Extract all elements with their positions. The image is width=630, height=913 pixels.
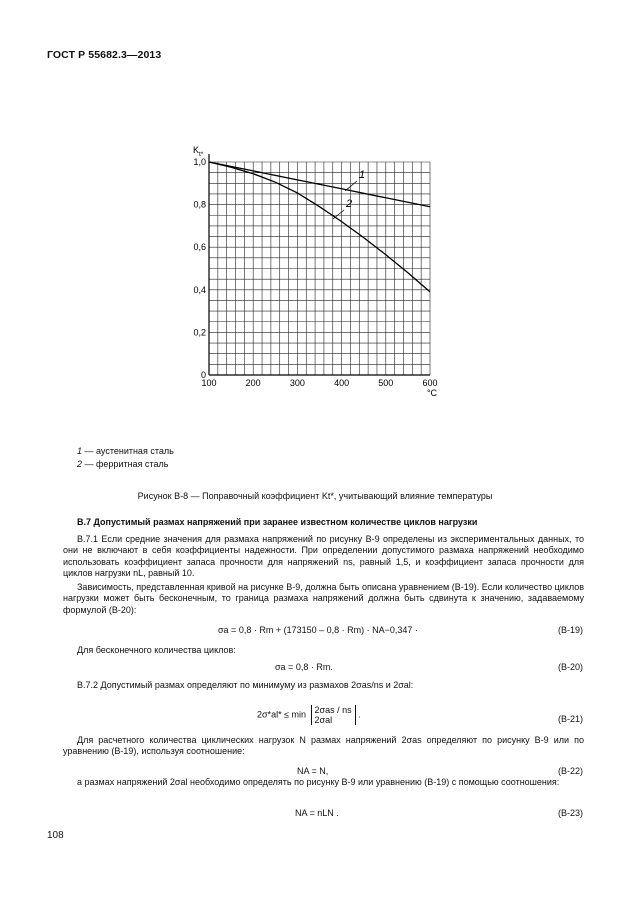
y-tick-label: 1,0	[193, 157, 206, 167]
y-tick-label: 0	[200, 370, 206, 380]
formula-b21-lhs: 2σ*al* ≤ min	[257, 709, 307, 720]
formula-b21-end: .	[358, 709, 361, 720]
y-axis-label-sub: t*	[199, 151, 204, 158]
paragraph-infinite: Для бесконечного количества циклов:	[77, 645, 236, 655]
paragraph-b71: В.7.1 Если средние значения для размаха напряжений по рисунку В-9 определены из экспериментальных данных, то они не включают в себя коэффициенты надежности. При определении допустимого размаха напряжений необходимо использовать коэффициент запаса прочности для напряжений ns, равный 1,5, и коэффициент запаса прочности для циклов нагрузки nL, равный 10.	[63, 534, 584, 579]
series-label-2: 2	[346, 198, 353, 210]
formula-b21-number: (В-21)	[557, 714, 583, 724]
formula-b22: NA = N,	[297, 766, 329, 776]
document-header: ГОСТ Р 55682.3—2013	[47, 49, 162, 61]
paragraph-range-al: а размах напряжений 2σal необходимо определять по рисунку В-9 или уравнению (В-19) с помощью соотношения:	[77, 777, 560, 787]
legend-item-1-text: — аустенитная сталь	[82, 446, 174, 456]
paragraph-dependence: Зависимость, представленная кривой на рисунке В-9, должна быть описана уравнением (В-19). Если количество циклов нагрузки может быть бесконечным, то граница размаха напряжений должна быть сдвинута к значению, задаваемому формулой (В-20):	[63, 582, 584, 615]
formula-b23-number: (В-23)	[557, 808, 583, 818]
series-label-1: 1	[359, 169, 366, 181]
x-tick-label: 200	[245, 378, 261, 388]
paragraph-b72: В.7.2 Допустимый размах определяют по минимуму из размахов 2σas/ns и 2σal:	[77, 680, 414, 690]
x-tick-label: 100	[201, 378, 217, 388]
section-title: В.7 Допустимый размах напряжений при заранее известном количестве циклов нагрузки	[77, 517, 478, 527]
legend-item-1-num: 1	[77, 446, 83, 456]
y-tick-label: 0,8	[193, 199, 206, 210]
series-leader-2	[333, 210, 344, 219]
series-line-1	[209, 162, 430, 207]
x-axis-unit: °C	[426, 388, 438, 398]
x-tick-label: 600	[422, 378, 438, 388]
formula-b21-top: 2σas / ns	[314, 705, 352, 715]
series-line-2	[209, 162, 430, 292]
formula-b21-bottom: 2σal	[314, 715, 333, 725]
y-tick-label: 0,2	[193, 327, 206, 338]
formula-b19-number: (В-19)	[557, 625, 583, 635]
formula-b21	[257, 705, 361, 725]
formula-b22-number: (В-22)	[557, 766, 583, 776]
paragraph-design-cycles: Для расчетного количества циклических нагрузок N размах напряжений 2σas определяют по рисунку В-9 или по уравнению (В-19), используя соотношение:	[63, 735, 584, 757]
x-tick-label: 300	[289, 378, 305, 388]
x-tick-label: 400	[334, 378, 350, 388]
y-tick-label: 0,4	[193, 284, 206, 295]
series-leader-1	[345, 181, 357, 191]
temperature-correction-chart	[0, 0, 630, 420]
y-axis-label: K	[193, 145, 200, 155]
x-tick-label: 500	[378, 378, 394, 388]
legend-item-2	[77, 459, 168, 469]
formula-b21-set	[311, 705, 356, 725]
chart-grid	[209, 162, 430, 375]
chart-series	[209, 162, 430, 292]
formula-b19: σa = 0,8 · Rm + (173150 – 0,8 · Rm) · NA−0,347 ·	[218, 625, 418, 635]
legend-item-2-num: 2	[77, 459, 83, 469]
formula-b23: NA = nLN .	[295, 808, 339, 818]
page-number: 108	[47, 830, 64, 841]
y-tick-label: 0,6	[193, 242, 206, 253]
figure-caption: Рисунок В-8 — Поправочный коэффициент Kt*, учитывающий влияние температуры	[137, 491, 493, 501]
legend-item-1	[77, 446, 174, 456]
formula-b20-number: (В-20)	[557, 662, 583, 672]
formula-b20: σa = 0,8 · Rm.	[275, 662, 333, 672]
legend-item-2-text: — ферритная сталь	[82, 459, 169, 469]
